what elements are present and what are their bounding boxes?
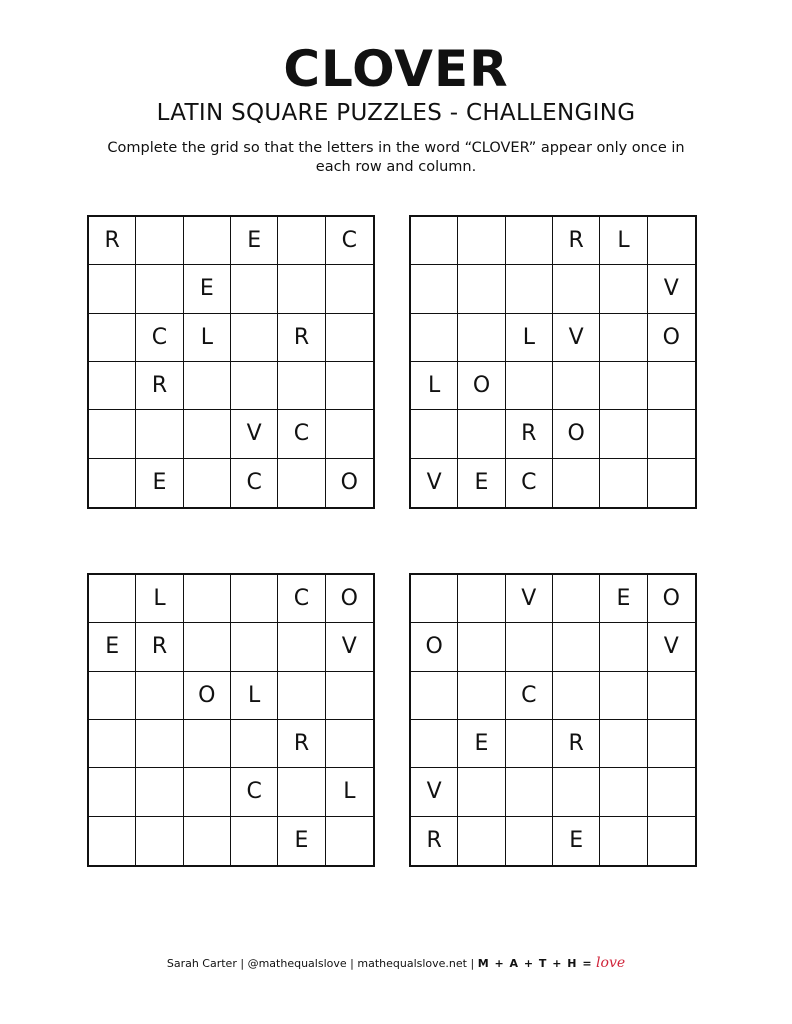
- grid-cell: [278, 265, 325, 313]
- instructions-text: Complete the grid so that the letters in the word “CLOVER” appear only once in each row and column.: [107, 140, 685, 175]
- grid-cell: [184, 575, 231, 623]
- grid-cell: L: [184, 314, 231, 362]
- grid-cell: [136, 265, 183, 313]
- grid-cell: [458, 768, 505, 816]
- grid-cell: [89, 314, 136, 362]
- grid-cell: L: [326, 768, 373, 816]
- grid-cell: [89, 265, 136, 313]
- grid-cell: E: [278, 817, 325, 865]
- grid-cell: V: [553, 314, 600, 362]
- grid-cell: [553, 768, 600, 816]
- grid-cell: [600, 459, 647, 507]
- grid-cell: [231, 265, 278, 313]
- grid-cell: [136, 217, 183, 265]
- grid-cell: [184, 217, 231, 265]
- grid-cell: [411, 265, 458, 313]
- grid-cell: L: [506, 314, 553, 362]
- grid-cell: [506, 265, 553, 313]
- grid-cell: O: [326, 575, 373, 623]
- grid-cell: [648, 768, 695, 816]
- grid-cell: [278, 459, 325, 507]
- grid-cell: [231, 362, 278, 410]
- grid-cell: [411, 314, 458, 362]
- grid-cell: [184, 817, 231, 865]
- grid-cell: [600, 410, 647, 458]
- grid-cell: [184, 362, 231, 410]
- grid-cell: [411, 720, 458, 768]
- grid-cell: [458, 575, 505, 623]
- grid-cell: O: [340, 470, 358, 496]
- grid-cell: [506, 817, 553, 865]
- grid-cell: [506, 217, 553, 265]
- grid-cell: [458, 314, 505, 362]
- grid-cell: [278, 672, 325, 720]
- grid-cell: R: [553, 217, 600, 265]
- grid-cell: E: [136, 459, 183, 507]
- grid-cell: [553, 459, 600, 507]
- grid-cell: V: [326, 623, 373, 671]
- grid-cell: [89, 768, 136, 816]
- grid-cell: [184, 623, 231, 671]
- footer-author: Sarah Carter: [166, 957, 237, 970]
- grid-cell: [136, 410, 183, 458]
- grid-cell: [184, 410, 231, 458]
- grid-cell: E: [231, 217, 278, 265]
- grid-cell: L: [231, 672, 278, 720]
- grid-cell: [648, 410, 695, 458]
- page-subtitle: LATIN SQUARE PUZZLES - CHALLENGING: [156, 100, 636, 126]
- grid-cell: E: [600, 575, 647, 623]
- grid-cell: O: [648, 314, 695, 362]
- grid-cell: [553, 672, 600, 720]
- puzzle-grid-4: [409, 573, 697, 867]
- grid-cell: L: [600, 217, 647, 265]
- grid-cell: V: [411, 768, 458, 816]
- grid-cell: [89, 817, 136, 865]
- grid-cell: [600, 720, 647, 768]
- grid-cell: [458, 217, 505, 265]
- grid-cell: [231, 314, 278, 362]
- grid-cell: [553, 265, 600, 313]
- grid-cell: [458, 817, 505, 865]
- grid-cell: V: [411, 459, 458, 507]
- grid-cell: R: [278, 314, 325, 362]
- footer-separator: |: [350, 957, 354, 970]
- grid-cell: [136, 817, 183, 865]
- grid-cell: E: [184, 265, 231, 313]
- grid-cell: [231, 720, 278, 768]
- footer-handle: @mathequalslove: [247, 957, 347, 970]
- grid-cell: C: [136, 314, 183, 362]
- grid-cell: [326, 672, 373, 720]
- grid-cell: [600, 623, 647, 671]
- grid-cell: [326, 817, 373, 865]
- grid-cell: [553, 575, 600, 623]
- grid-cell: [458, 623, 505, 671]
- grid-cell: V: [648, 265, 695, 313]
- grid-cell: [136, 672, 183, 720]
- grid-cell: [648, 459, 695, 507]
- grid-cell: [648, 217, 695, 265]
- grid-cell: [184, 459, 231, 507]
- grid-cell: [231, 575, 278, 623]
- grid-cell: [600, 672, 647, 720]
- puzzle-grid-1: [87, 215, 375, 509]
- grid-cell: [89, 459, 136, 507]
- grid-cell: [184, 720, 231, 768]
- grid-cell: [506, 720, 553, 768]
- grid-cell: R: [89, 217, 136, 265]
- grid-cell: C: [326, 217, 373, 265]
- footer-separator: |: [470, 957, 475, 970]
- grid-cell: V: [648, 623, 695, 671]
- grid-cell: C: [278, 575, 325, 623]
- grid-cell: O: [184, 672, 231, 720]
- grid-cell: [89, 362, 136, 410]
- grid-cell: E: [89, 623, 136, 671]
- grid-cell: C: [506, 672, 553, 720]
- grid-cell: [648, 672, 695, 720]
- grid-cell: [600, 265, 647, 313]
- grid-cell: [411, 410, 458, 458]
- grid-cell: [600, 768, 647, 816]
- grid-cell: L: [136, 575, 183, 623]
- grid-cell: C: [506, 459, 553, 507]
- footer-brand-love-logo: love: [596, 955, 626, 971]
- grid-cell: R: [553, 720, 600, 768]
- grid-cell: [89, 720, 136, 768]
- grid-cell: [506, 623, 553, 671]
- grid-cell: [231, 623, 278, 671]
- grid-cell: E: [553, 817, 600, 865]
- grid-cell: C: [278, 410, 325, 458]
- grid-cell: [278, 217, 325, 265]
- grid-cell: [411, 575, 458, 623]
- grid-cell: [458, 265, 505, 313]
- grid-cell: [458, 410, 505, 458]
- grid-cell: [278, 623, 325, 671]
- grid-cell: [278, 362, 325, 410]
- grid-cell: R: [136, 623, 183, 671]
- grid-cell: [648, 362, 695, 410]
- grid-cell: [648, 720, 695, 768]
- grid-cell: [648, 817, 695, 865]
- grid-cell: R: [278, 720, 325, 768]
- grid-cell: [326, 314, 373, 362]
- grid-cell: [184, 768, 231, 816]
- grid-cell: R: [411, 817, 458, 865]
- grid-cell: [411, 672, 458, 720]
- grid-cell: O: [458, 362, 505, 410]
- grid-cell: [553, 623, 600, 671]
- grid-cell: [326, 362, 373, 410]
- grid-cell: R: [506, 410, 553, 458]
- grid-cell: E: [458, 720, 505, 768]
- grid-cell: [600, 817, 647, 865]
- footer-brand: M + A + T + H =: [477, 957, 593, 970]
- grid-cell: C: [231, 768, 278, 816]
- grid-cell: [411, 217, 458, 265]
- grid-cell: O: [411, 623, 458, 671]
- grid-cell: [600, 314, 647, 362]
- grid-cell: [89, 410, 136, 458]
- grid-cell: [231, 817, 278, 865]
- grid-cell: [506, 768, 553, 816]
- grid-cell: [326, 720, 373, 768]
- grid-cell: V: [506, 575, 553, 623]
- footer-separator: |: [240, 957, 245, 970]
- grid-cell: [326, 410, 373, 458]
- puzzle-grid-2: [409, 215, 697, 509]
- page-title: CLOVER: [283, 40, 509, 98]
- grid-cell: [278, 768, 325, 816]
- grid-cell: L: [411, 362, 458, 410]
- puzzle-grid-3: [87, 573, 375, 867]
- footer-site: mathequalslove.net: [357, 957, 467, 970]
- grid-cell: C: [231, 459, 278, 507]
- grid-cell: [89, 672, 136, 720]
- grid-cell: O: [553, 410, 600, 458]
- grid-cell: [136, 768, 183, 816]
- grid-cell: [600, 362, 647, 410]
- grid-cell: R: [136, 362, 183, 410]
- footer: [0, 955, 792, 972]
- grid-cell: [458, 672, 505, 720]
- grid-cell: [136, 720, 183, 768]
- grid-cell: [89, 575, 136, 623]
- grid-cell: E: [458, 459, 505, 507]
- grid-cell: [553, 362, 600, 410]
- grid-cell: O: [648, 575, 695, 623]
- grid-cell: V: [231, 410, 278, 458]
- grid-cell: [506, 362, 553, 410]
- grid-cell: [326, 265, 373, 313]
